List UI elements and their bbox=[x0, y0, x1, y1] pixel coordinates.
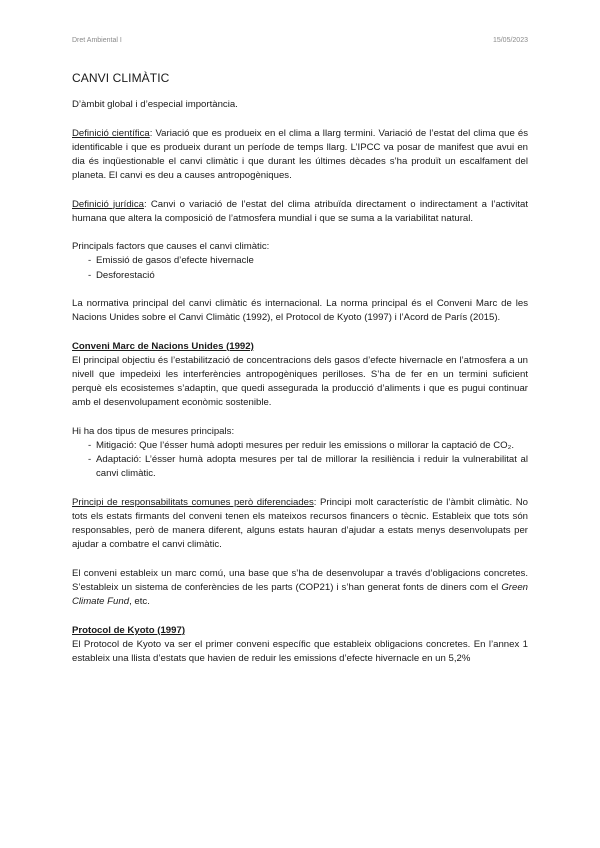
header-course: Dret Ambiental I bbox=[72, 37, 122, 44]
green-climate-fund: Green Climate Fund bbox=[72, 581, 528, 608]
factors-intro: Principals factors que causes el canvi climàtic: bbox=[72, 241, 270, 253]
section-title-kyoto: Protocol de Kyoto (1997) bbox=[72, 624, 186, 636]
header-date: 15/05/2023 bbox=[492, 37, 528, 44]
legal-definition-text: : Canvi o variació de l’estat del clima atribuïda directament o indirectament a l’activitat humana que altera la composició de l’atmosfera mundial i que se suma a la variabilitat natural. bbox=[72, 198, 528, 224]
principle-label: Principi de responsabilitats comunes però diferenciades bbox=[72, 496, 314, 508]
list-item: - Adaptació: L’ésser humà adopta mesures per tal de millorar la resiliència i reduir la vulnerabilitat al canvi climàtic. bbox=[72, 453, 528, 481]
scientific-definition-text: : Variació que es produeix en el clima a llarg termini. Variació de l’estat del clima que és identificable i que es produeix durant un període de temps llarg. L’IPCC va posar de manifest que avui en dia és inqüestionable el canvi climàtic i que durant les últimes dècades s’ha produït un escalfament del planeta. El canvi es deu a causes antropogèniques. bbox=[72, 127, 528, 182]
legal-definition-label: Definició jurídica bbox=[72, 198, 144, 210]
kyoto-paragraph: El Protocol de Kyoto va ser el primer conveni específic que estableix obligacions concretes. En l’annex 1 estableix una llista d’estats que havien de reduir les emissions d’efecte hivernacle en un 5,2% bbox=[72, 638, 528, 664]
conveni-paragraph: El principal objectiu és l’estabilització de concentracions dels gasos d’efecte hivernacle en l’atmosfera a un nivell que impedeixi les interferències antropogèniques perilloses. S’ha de fer en un termini suficient perquè els ecosistemes s’adaptin, que quedi assegurada la producció d’aliments i que es pugui continuar amb el desenvolupament econòmic sostenible. bbox=[72, 354, 528, 409]
intro-paragraph: D’àmbit global i d’especial importància. bbox=[72, 99, 238, 111]
framework-text: El conveni estableix un marc comú, una base que s’ha de desenvolupar a través d’obligacions concretes. S’estableix un sistema de conferències de les parts (COP21) i s’han generat fonts de diners com el bbox=[72, 567, 528, 593]
framework-text-end: , etc. bbox=[129, 596, 150, 608]
document-body bbox=[72, 71, 528, 680]
list-item: - Mitigació: Que l’ésser humà adopti mesures per reduir les emissions o millorar la captació de CO₂. bbox=[72, 439, 528, 453]
list-item: - Emissió de gasos d’efecte hivernacle bbox=[72, 254, 528, 268]
principle-text: : Principi molt característic de l’àmbit climàtic. No tots els estats firmants del conveni tenen els mateixos recursos financers o tècnic. Estableix que tots són responsables, però de manera diferent, alguns estats hauran d’ajudar a estats menys desenvolupats per ajudar a combatre el canvi climàtic. bbox=[72, 496, 528, 551]
document-title: CANVI CLIMÀTIC bbox=[72, 71, 170, 85]
scientific-definition bbox=[72, 127, 528, 184]
list-item: - Desforestació bbox=[72, 269, 528, 283]
legal-definition bbox=[72, 198, 528, 226]
conveni-framework-paragraph bbox=[72, 567, 528, 610]
principle-paragraph bbox=[72, 496, 528, 553]
mesures-list bbox=[72, 439, 528, 482]
scientific-definition-label: Definició científica bbox=[72, 127, 150, 139]
factors-list bbox=[72, 254, 528, 282]
section-title-conveni: Conveni Marc de Nacions Unides (1992) bbox=[72, 340, 254, 352]
normativa-paragraph: La normativa principal del canvi climàtic és internacional. La norma principal és el Conveni Marc de les Nacions Unides sobre el Canvi Climàtic (1992), el Protocol de Kyoto (1997) i l’Acord de París (2015). bbox=[72, 297, 528, 324]
page-header bbox=[72, 37, 528, 44]
mesures-intro: Hi ha dos tipus de mesures principals: bbox=[72, 425, 235, 437]
